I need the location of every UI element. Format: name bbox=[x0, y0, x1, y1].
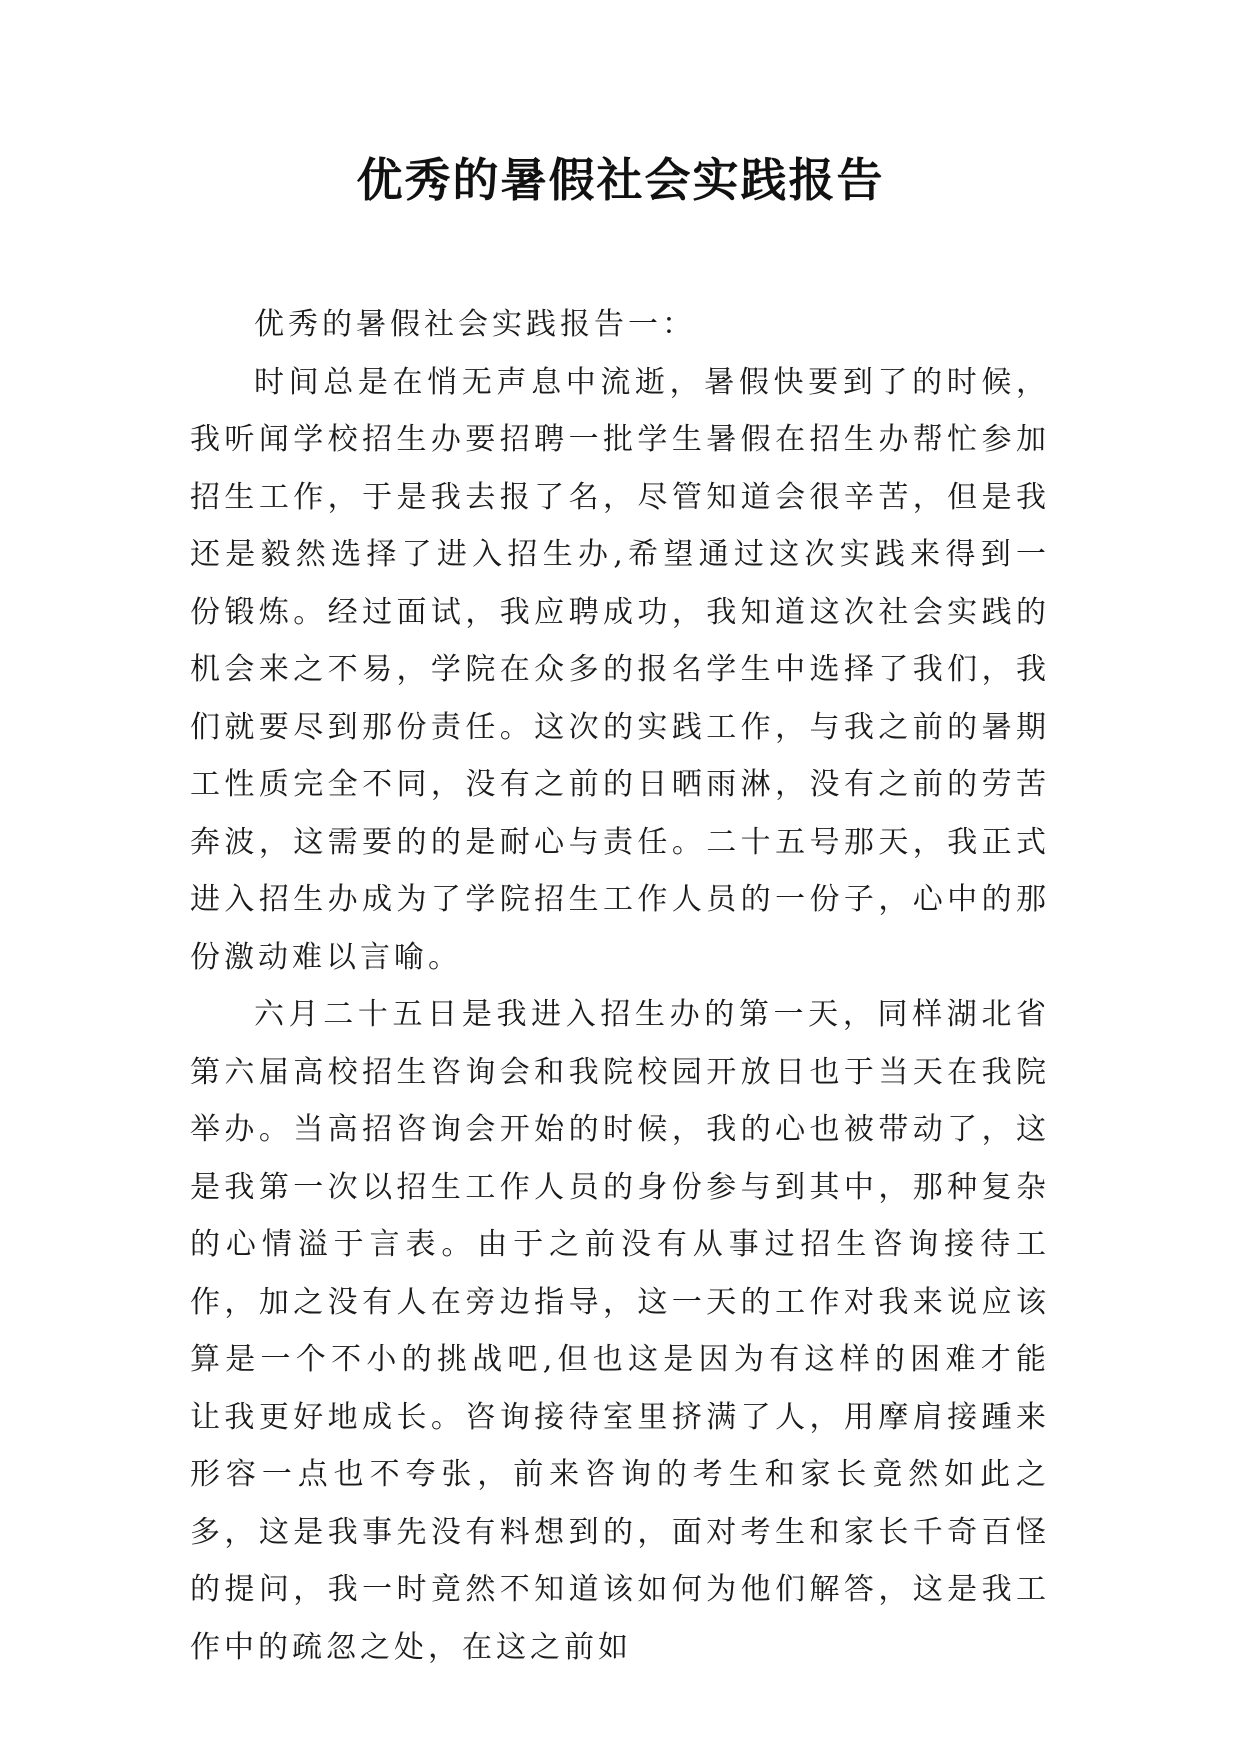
paragraph-heading: 优秀的暑假社会实践报告一： bbox=[254, 307, 696, 342]
document-title: 优秀的暑假社会实践报告 bbox=[356, 153, 885, 207]
document-body bbox=[190, 296, 1050, 1676]
paragraph: 时间总是在悄无声息中流逝，暑假快要到了的时候，我听闻学校招生办要招聘一批学生暑假在招生办帮忙参加招生工作，于是我去报了名，尽管知道会很辛苦，但是我还是毅然选择了进入招生办,希望通过这次实践来得到一份锻炼。经过面试，我应聘成功，我知道这次社会实践的机会来之不易，学院在众多的报名学生中选择了我们，我们就要尽到那份责任。这次的实践工作，与我之前的暑期工性质完全不同，没有之前的日晒雨淋，没有之前的劳苦奔波，这需要的的是耐心与责任。二十五号那天，我正式进入招生办成为了学院招生工作人员的一份子，心中的那份激动难以言喻。 bbox=[190, 364, 1050, 975]
paragraph: 六月二十五日是我进入招生办的第一天，同样湖北省第六届高校招生咨询会和我院校园开放日也于当天在我院举办。当高招咨询会开始的时候，我的心也被带动了，这是我第一次以招生工作人员的身份参与到其中，那种复杂的心情溢于言表。由于之前没有从事过招生咨询接待工作，加之没有人在旁边指导，这一天的工作对我来说应该算是一个不小的挑战吧,但也这是因为有这样的困难才能让我更好地成长。咨询接待室里挤满了人，用摩肩接踵来形容一点也不夸张，前来咨询的考生和家长竟然如此之多，这是我事先没有料想到的，面对考生和家长千奇百怪的提问，我一时竟然不知道该如何为他们解答，这是我工作中的疏忽之处，在这之前如 bbox=[190, 997, 1050, 1665]
